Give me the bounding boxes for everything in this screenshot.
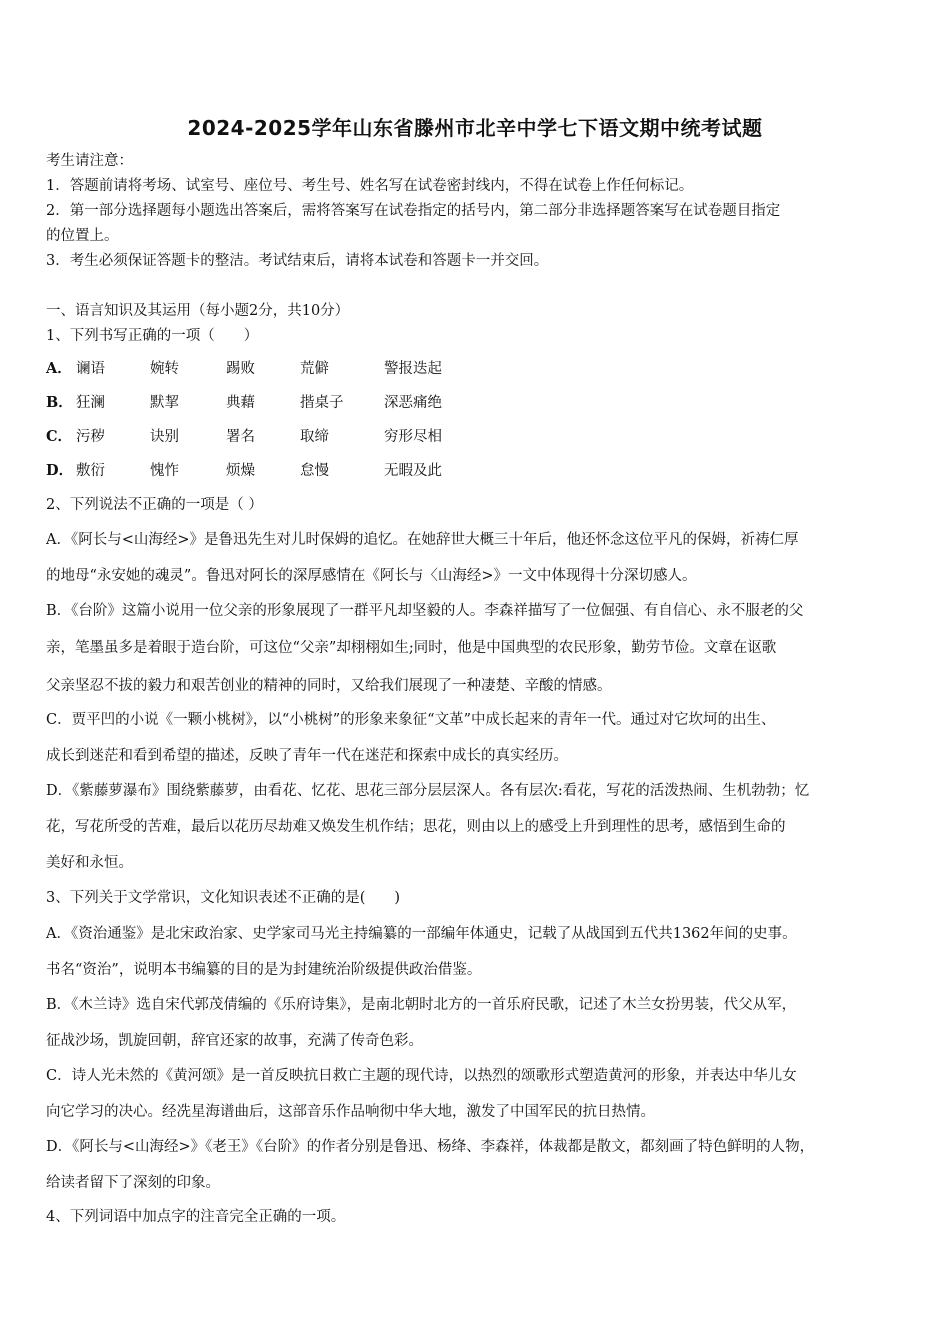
option-label: D． — [46, 462, 74, 479]
option-text: A．《阿长与<山海经>》是鲁迅先生对儿时保姆的追忆。在她辞世大概三十年后，他还怀念这位平凡的保姆，祈祷仁厚 — [46, 532, 799, 548]
option-word: 无暇及此 — [384, 463, 442, 479]
notice-item: 3．考生必须保证答题卡的整洁。考试结束后，请将本试卷和答题卡一并交回。 — [46, 253, 549, 269]
option-word: 烦燥 — [226, 463, 255, 479]
option-word: 谰语 — [76, 361, 105, 377]
option-text: A．《资治通鉴》是北宋政治家、史学家司马光主持编纂的一部编年体通史，记载了从战国到五代共1362年间的史事。 — [46, 926, 797, 942]
option-text: 父亲坚忍不拔的毅力和艰苦创业的精神的同时，又给我们展现了一种凄楚、辛酸的情感。 — [46, 678, 612, 694]
option-word: 怠慢 — [300, 463, 329, 479]
question-stem: 3、下列关于文学常识，文化知识表述不正确的是( ) — [46, 890, 401, 906]
option-word: 深恶痛绝 — [384, 395, 442, 411]
option-word: 穷形尽相 — [384, 429, 442, 445]
page-title: 2024-2025学年山东省滕州市北辛中学七下语文期中统考试题 — [187, 116, 763, 140]
option-text: 给读者留下了深刻的印象。 — [46, 1175, 220, 1191]
notice-item: 的位置上。 — [46, 228, 119, 244]
option-word: 警报迭起 — [384, 361, 442, 377]
option-word: 踢败 — [226, 361, 255, 377]
section-heading: 一、语言知识及其运用（每小题2分，共10分） — [46, 303, 350, 319]
option-word: 典藉 — [226, 395, 255, 411]
option-label: C． — [46, 428, 73, 445]
option-text: D．《紫藤萝瀑布》围绕紫藤萝，由看花、忆花、思花三部分层层深人。各有层次:看花，写花的活泼热闹、生机勃勃；忆 — [46, 783, 810, 799]
option-label: A． — [46, 360, 72, 377]
option-word: 署名 — [226, 429, 255, 445]
option-text: 书名“资治”，说明本书编纂的目的是为封建统治阶级提供政治借鉴。 — [46, 962, 482, 978]
notice-item: 1．答题前请将考场、试室号、座位号、考生号、姓名写在试卷密封线内，不得在试卷上作任何标记。 — [46, 178, 694, 194]
option-word: 污秽 — [76, 429, 105, 445]
option-word: 荒僻 — [300, 361, 329, 377]
question-stem: 4、下列词语中加点字的注音完全正确的一项。 — [46, 1209, 346, 1225]
option-text: 征战沙场，凯旋回朝，辞官还家的故事，充满了传奇色彩。 — [46, 1033, 423, 1049]
option-word: 狂澜 — [76, 395, 105, 411]
question-stem: 1、下列书写正确的一项（ ） — [46, 328, 259, 344]
option-word: 婉转 — [150, 361, 179, 377]
question-stem: 2、下列说法不正确的一项是（ ） — [46, 497, 263, 513]
option-word: 诀别 — [150, 429, 179, 445]
option-text: C．贾平凹的小说《一颗小桃树》，以“小桃树”的形象来象征“文革”中成长起来的青年一代。通过对它坎坷的出生、 — [46, 712, 776, 728]
option-word: 揩桌子 — [300, 395, 344, 411]
option-text: 美好和永恒。 — [46, 855, 133, 871]
option-word: 敷衍 — [76, 463, 105, 479]
option-word: 默挈 — [150, 395, 179, 411]
option-word: 取缔 — [300, 429, 329, 445]
option-text: B．《木兰诗》选自宋代郭茂倩编的《乐府诗集》，是南北朝时北方的一首乐府民歌，记述了木兰女扮男装，代父从军， — [46, 997, 797, 1013]
option-text: C．诗人光未然的《黄河颂》是一首反映抗日救亡主题的现代诗，以热烈的颂歌形式塑造黄河的形象，并表达中华儿女 — [46, 1068, 797, 1084]
option-label: B． — [46, 394, 73, 411]
option-text: 的地母“永安她的魂灵”。鲁迅对阿长的深厚感情在《阿长与〈山海经>》一文中体现得十分深切感人。 — [46, 568, 697, 584]
option-text: 向它学习的决心。经冼星海谱曲后，这部音乐作品响彻中华大地，激发了中国军民的抗日热情。 — [46, 1104, 655, 1120]
notice-item: 2．第一部分选择题每小题选出答案后，需将答案写在试卷指定的括号内，第二部分非选择题答案写在试卷题目指定 — [46, 203, 781, 219]
option-text: B．《台阶》这篇小说用一位父亲的形象展现了一群平凡却坚毅的人。李森祥描写了一位倔强、有自信心、永不服老的父 — [46, 603, 804, 619]
option-text: 花，写花所受的苦难，最后以花历尽劫难又焕发生机作结；思花，则由以上的感受上升到理性的思考，感悟到生命的 — [46, 819, 786, 835]
option-text: 成长到迷茫和看到希望的描述，反映了青年一代在迷茫和探索中成长的真实经历。 — [46, 748, 568, 764]
option-text: D．《阿长与<山海经>》《老王》《台阶》的作者分别是鲁迅、杨绛、李森祥，体裁都是散文，都刻画了特色鲜明的人物， — [46, 1139, 815, 1155]
notice-header: 考生请注意： — [46, 153, 133, 169]
option-text: 亲，笔墨虽多是着眼于造台阶，可这位“父亲”却栩栩如生;同时，他是中国典型的农民形象，勤劳节俭。文章在讴歌 — [46, 640, 777, 656]
option-word: 愧怍 — [150, 463, 179, 479]
